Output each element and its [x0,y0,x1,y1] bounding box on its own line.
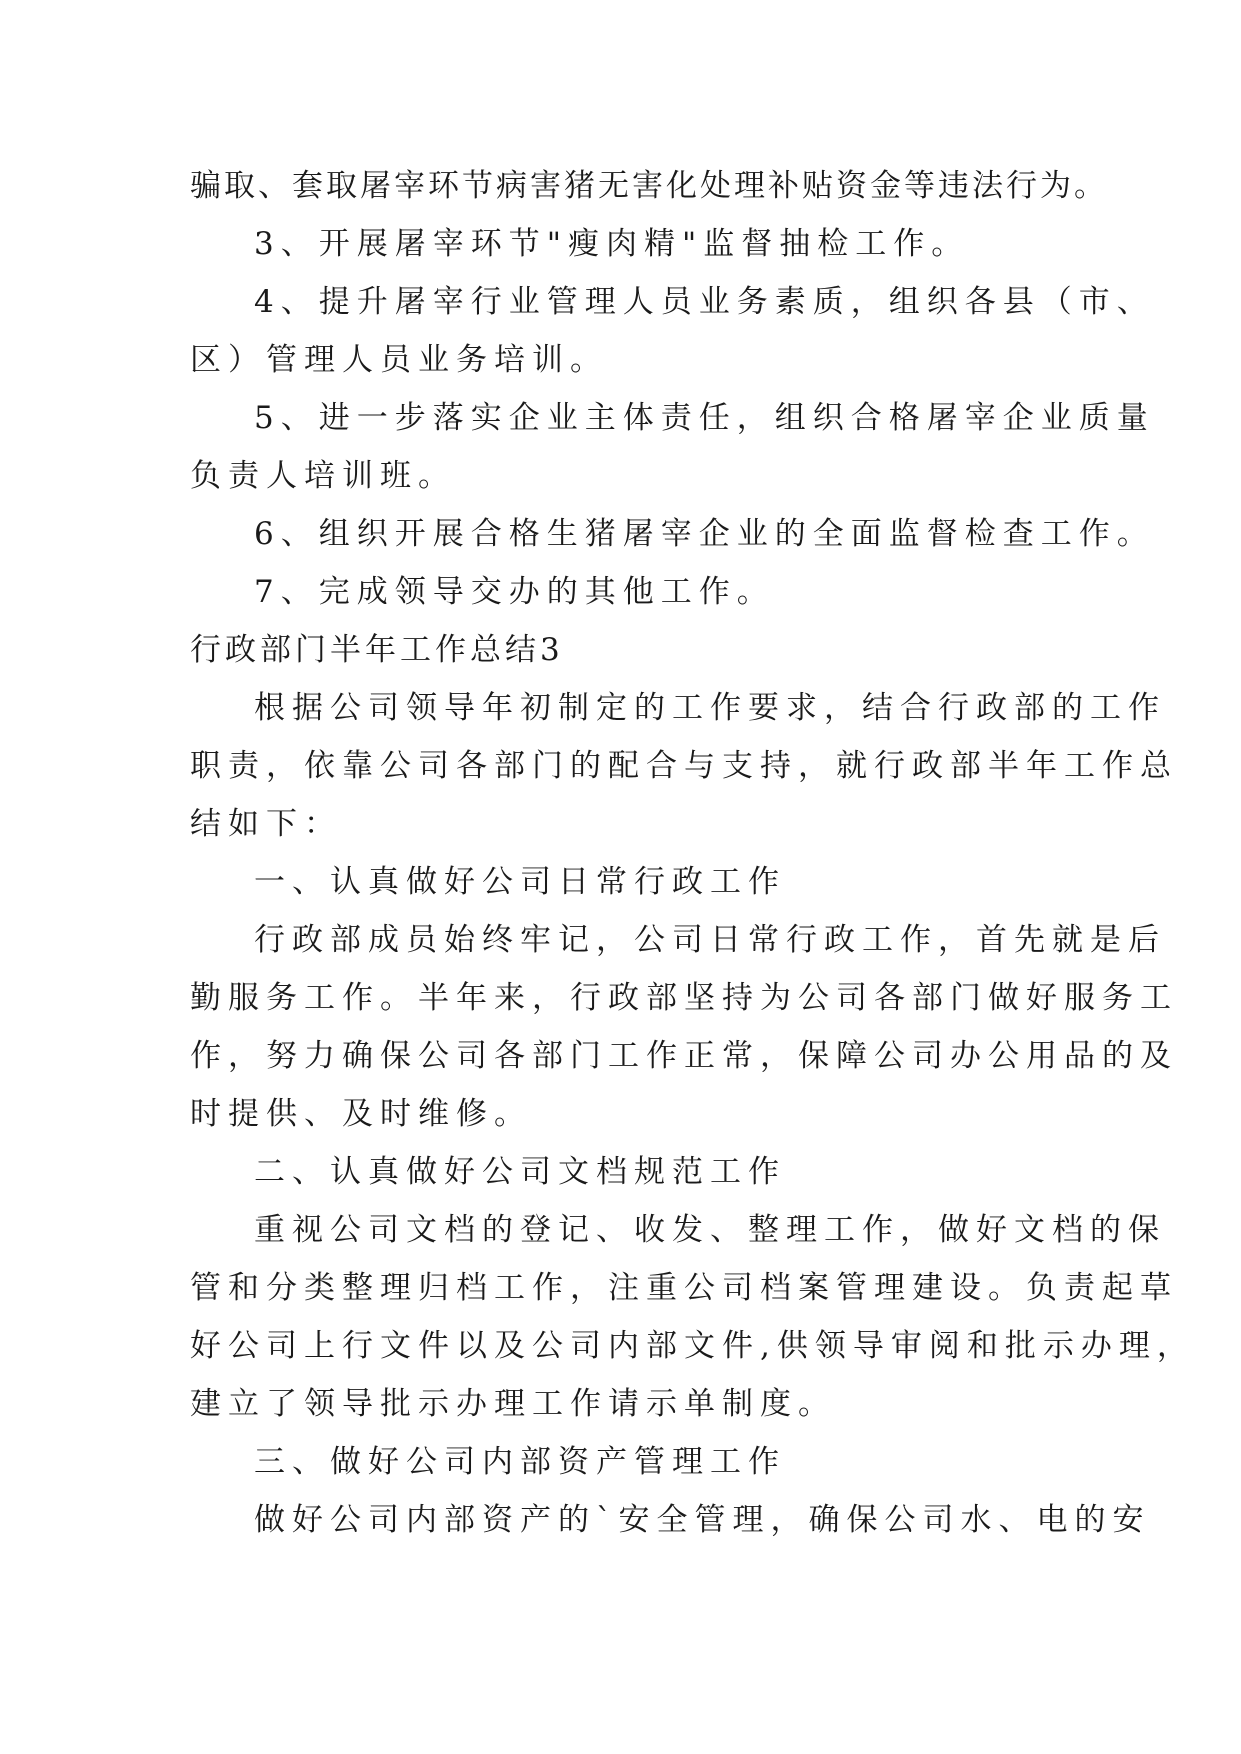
body-text-line: 结如下： [190,806,342,842]
body-text-line: 根据公司领导年初制定的工作要求，结合行政部的工作 [254,690,1166,726]
body-text-line: 行政部成员始终牢记，公司日常行政工作，首先就是后 [254,922,1166,958]
section-heading-2: 二、认真做好公司文档规范工作 [254,1154,786,1190]
list-item-6: 6、组织开展合格生猪屠宰企业的全面监督检查工作。 [254,516,1155,552]
body-text-line: 管和分类整理归档工作，注重公司档案管理建设。负责起草 [190,1270,1178,1306]
list-item-7: 7、完成领导交办的其他工作。 [254,574,775,610]
section-title: 行政部门半年工作总结3 [190,632,564,668]
section-heading-3: 三、做好公司内部资产管理工作 [254,1444,786,1480]
body-text-line: 重视公司文档的登记、收发、整理工作，做好文档的保 [254,1212,1166,1248]
section-heading-1: 一、认真做好公司日常行政工作 [254,864,786,900]
list-item-4: 4、提升屠宰行业管理人员业务素质，组织各县（市、 [254,284,1155,320]
body-text-line: 负责人培训班。 [190,458,456,494]
body-text-line: 做好公司内部资产的`安全管理，确保公司水、电的安 [254,1502,1151,1538]
body-text-line: 勤服务工作。半年来，行政部坚持为公司各部门做好服务工 [190,980,1178,1016]
body-text-line: 区）管理人员业务培训。 [190,342,608,378]
body-text-line: 作，努力确保公司各部门工作正常，保障公司办公用品的及 [190,1038,1178,1074]
body-text-line: 好公司上行文件以及公司内部文件,供领导审阅和批示办理， [190,1328,1195,1364]
body-text-line: 职责，依靠公司各部门的配合与支持，就行政部半年工作总 [190,748,1178,784]
body-text-line: 时提供、及时维修。 [190,1096,532,1132]
body-text-line: 骗取、套取屠宰环节病害猪无害化处理补贴资金等违法行为。 [190,168,1108,204]
list-item-3: 3、开展屠宰环节"瘦肉精"监督抽检工作。 [254,226,970,262]
body-text-line: 建立了领导批示办理工作请示单制度。 [190,1386,836,1422]
list-item-5: 5、进一步落实企业主体责任，组织合格屠宰企业质量 [254,400,1155,436]
